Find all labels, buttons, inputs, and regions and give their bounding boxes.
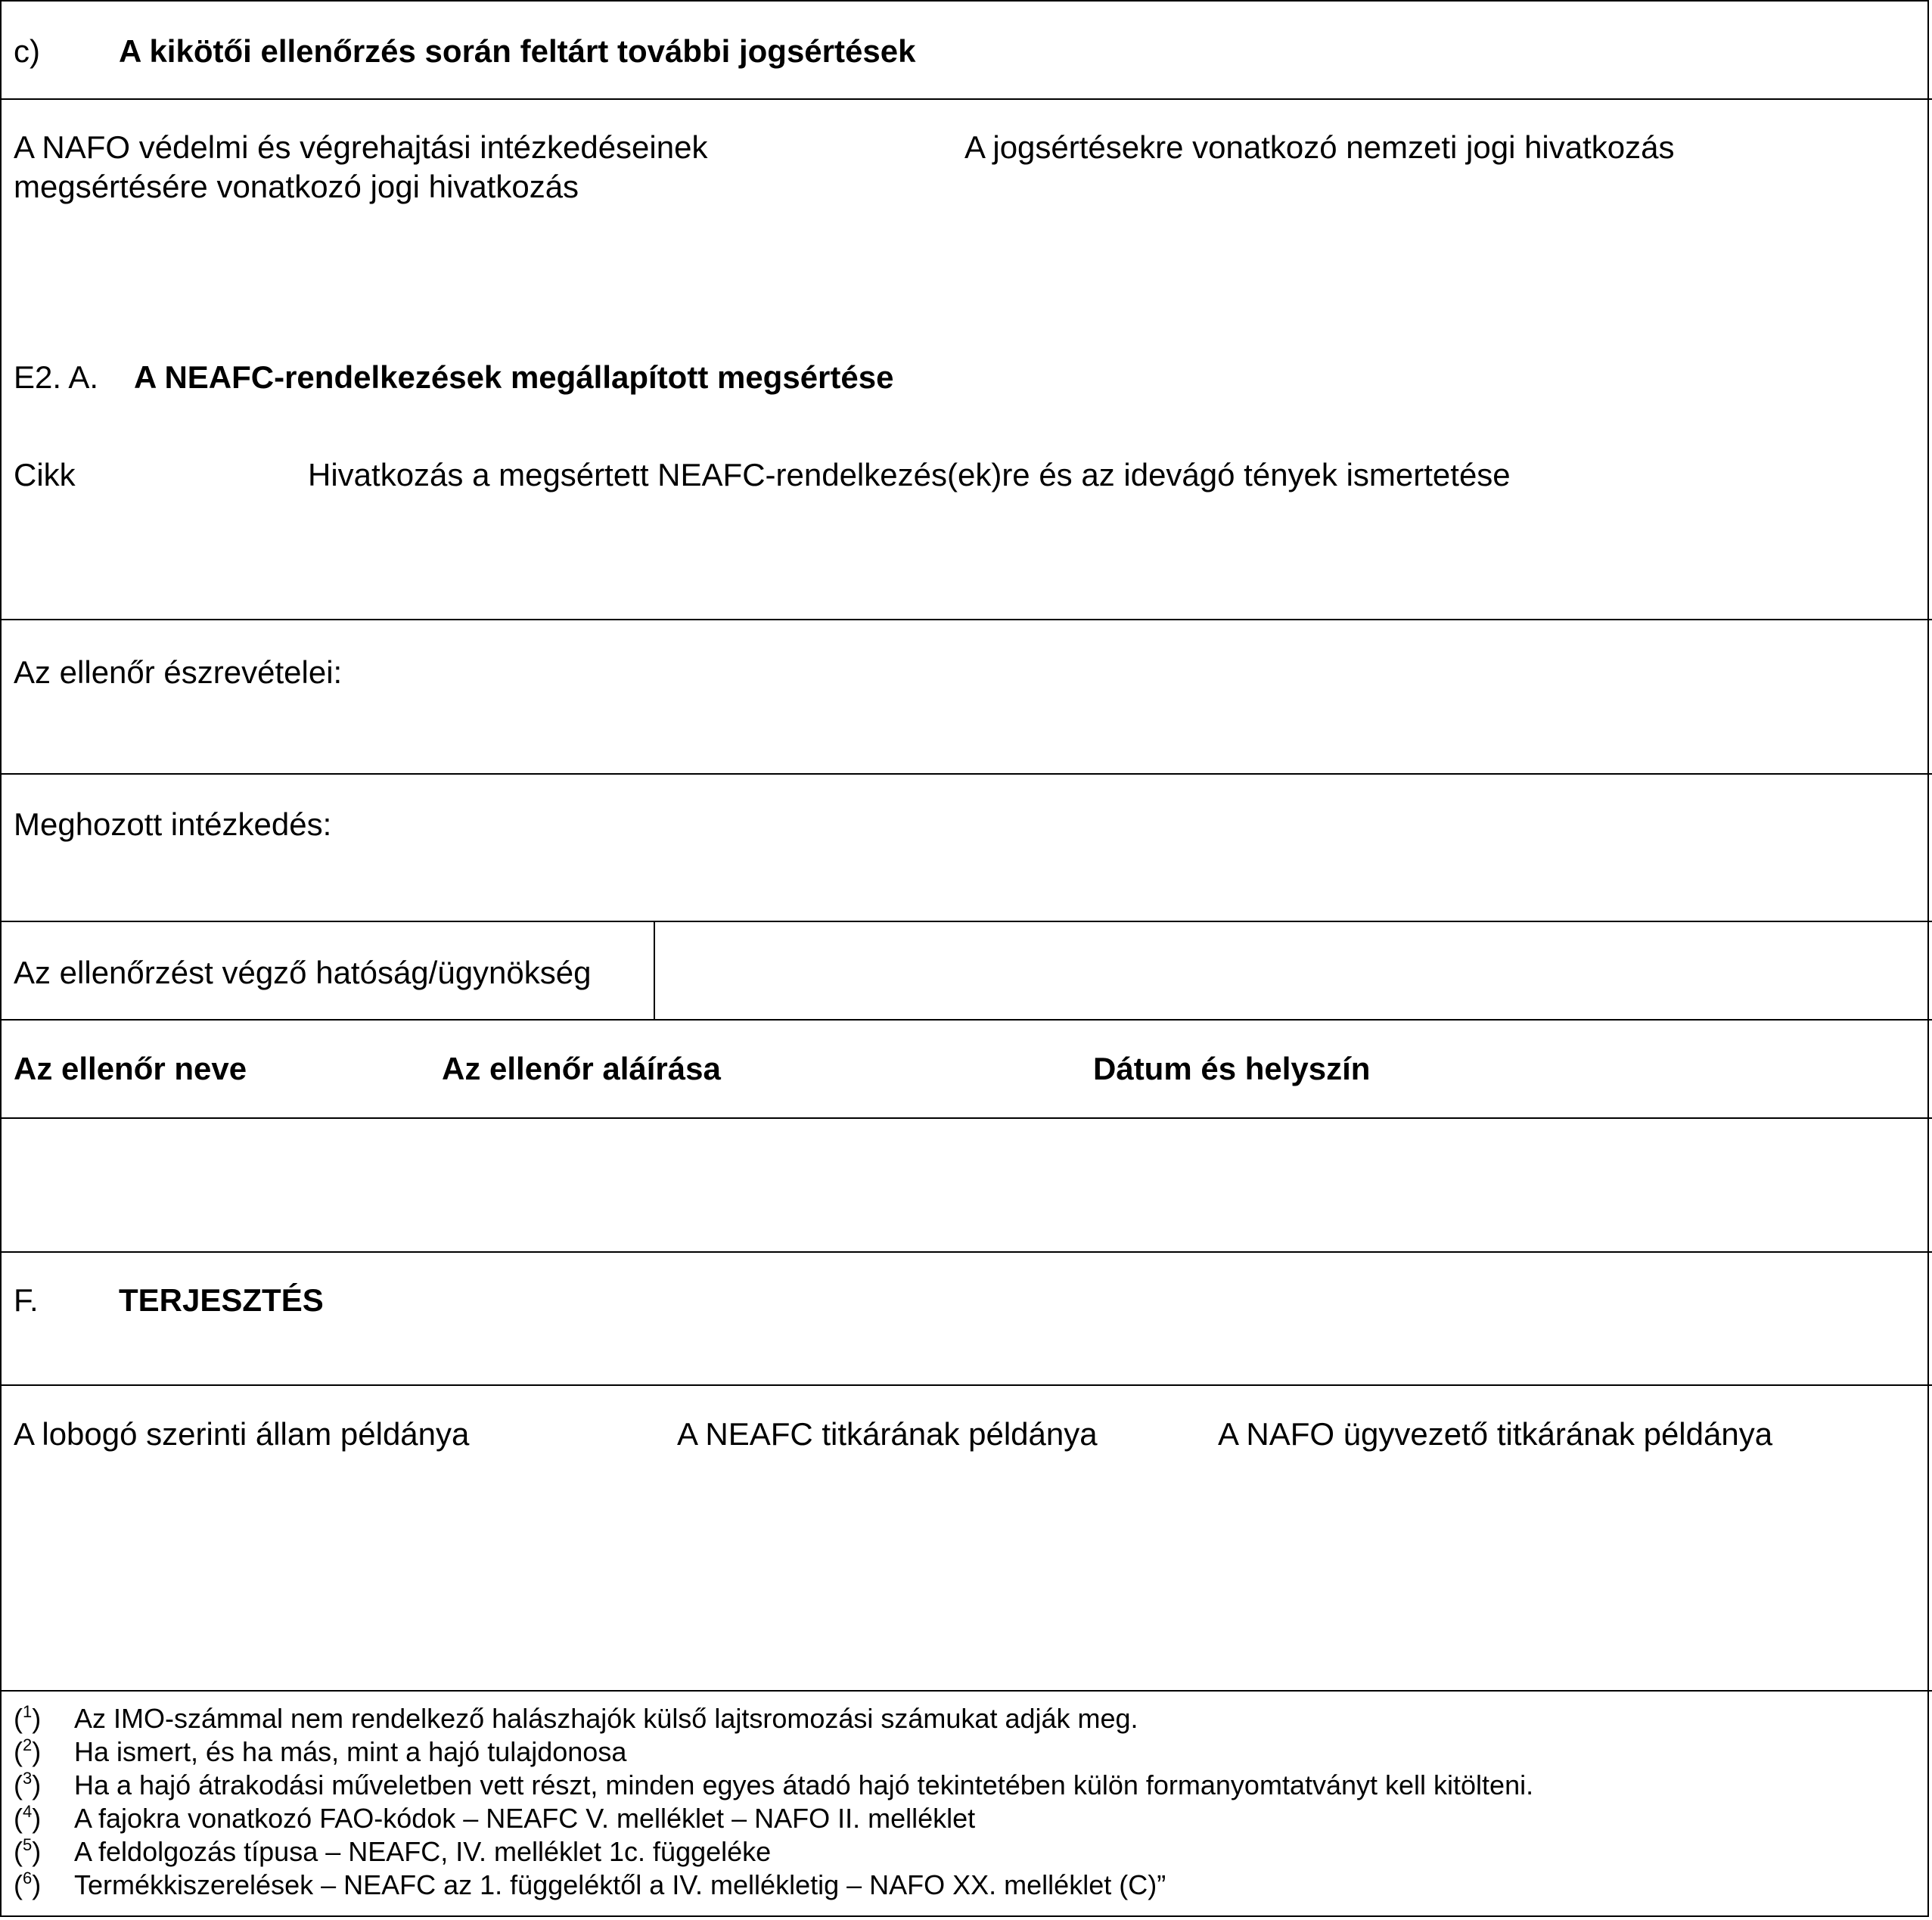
divider: [2, 1690, 1932, 1692]
footnote: ($^4$) A fajokra vonatkozó FAO-kódok – NEAFC V. melléklet – NAFO II. melléklet: [14, 1802, 976, 1834]
footnote: ($^1$) Az IMO-számmal nem rendelkező halászhajók külső lajtsromozási számukat adják meg.: [14, 1702, 1138, 1734]
neafc-reference-column-header: Hivatkozás a megsértett NEAFC-rendelkezés(ek)re és az idevágó tények ismertetése: [308, 457, 1511, 492]
section-c-title: A kikötői ellenőrzés során feltárt további jogsértések: [119, 33, 916, 69]
footnote: ($^3$) Ha a hajó átrakodási műveletben vett részt, minden egyes átadó hajó tekintetében külön formanyomtatványt kell kitölteni.: [14, 1769, 1534, 1800]
section-f-title: TERJESZTÉS: [119, 1282, 324, 1318]
national-legal-reference-label: A jogsértésekre vonatkozó nemzeti jogi hivatkozás: [964, 129, 1675, 165]
flag-state-copy-label: A lobogó szerinti állam példánya: [14, 1416, 470, 1452]
divider-vertical: [654, 921, 655, 1019]
divider: [2, 921, 1932, 922]
divider: [2, 98, 1932, 100]
divider: [2, 1117, 1932, 1119]
section-f-letter: F.: [14, 1282, 39, 1318]
divider: [2, 773, 1932, 775]
action-taken-label: Meghozott intézkedés:: [14, 806, 332, 842]
divider: [2, 1251, 1932, 1253]
nafo-legal-reference-label-line2: megsértésére vonatkozó jogi hivatkozás: [14, 169, 579, 204]
inspector-signature-header: Az ellenőr aláírása: [442, 1051, 721, 1086]
section-c-letter: c): [14, 33, 40, 69]
footnote: ($^5$) A feldolgozás típusa – NEAFC, IV. melléklet 1c. függeléke: [14, 1835, 772, 1867]
inspector-remarks-label: Az ellenőr észrevételei:: [14, 654, 343, 690]
footnote: ($^2$) Ha ismert, és ha más, mint a hajó tulajdonosa: [14, 1735, 627, 1767]
date-place-header: Dátum és helyszín: [1093, 1051, 1371, 1086]
divider: [2, 1019, 1932, 1021]
footnote: ($^6$) Termékkiszerelések – NEAFC az 1. függeléktől a IV. mellékletig – NAFO XX. melléklet (C)”: [14, 1869, 1166, 1900]
section-e2a-label: E2. A.: [14, 359, 99, 395]
nafo-secretary-copy-label: A NAFO ügyvezető titkárának példánya: [1218, 1416, 1773, 1452]
divider: [2, 1384, 1932, 1386]
nafo-legal-reference-label-line1: A NAFO védelmi és végrehajtási intézkedéseinek: [14, 129, 708, 165]
neafc-secretary-copy-label: A NEAFC titkárának példánya: [677, 1416, 1098, 1452]
section-e2a-title: A NEAFC-rendelkezések megállapított megsértése: [134, 359, 894, 395]
article-column-header: Cikk: [14, 457, 76, 492]
inspecting-authority-label: Az ellenőrzést végző hatóság/ügynökség: [14, 955, 592, 990]
divider: [2, 619, 1932, 620]
inspector-name-header: Az ellenőr neve: [14, 1051, 247, 1086]
